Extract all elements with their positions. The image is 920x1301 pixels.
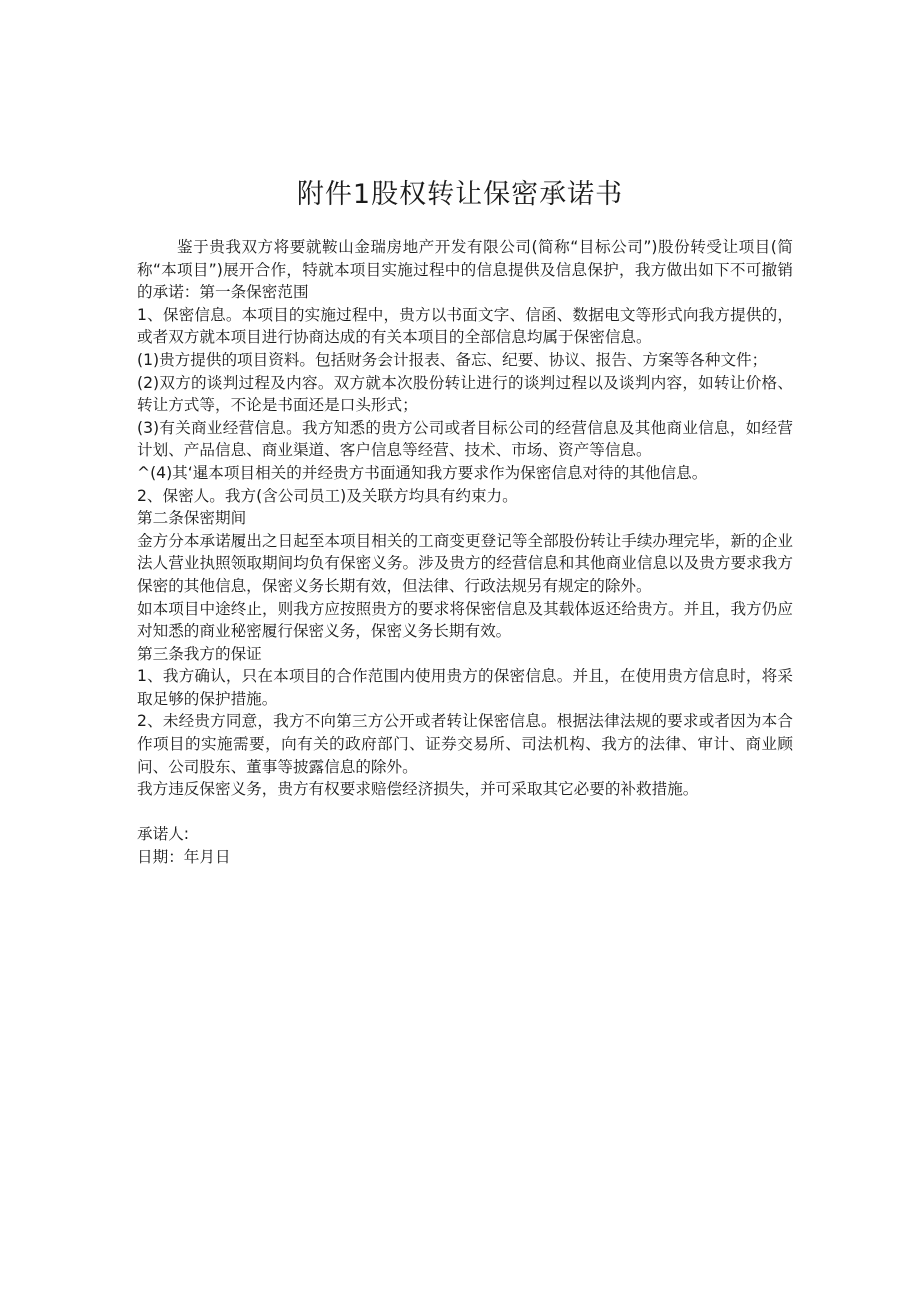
clause-guarantee-2: 2、未经贵方同意，我方不向第三方公开或者转让保密信息。根据法律法规的要求或者因为本合作项目的实施需要，向有关的政府部门、证券交易所、司法机构、我方的法律、审计、商业顾问、公司股东、董事等披露信息的除外。 — [137, 712, 793, 776]
clause-period-1: 金方分本承诺履出之日起至本项目相关的工商变更登记等全部股份转让手续办理完毕，新的企业法人营业执照领取期间均负有保密义务。涉及贵方的经营信息和其他商业信息以及贵方要求我方保密的其他信息，保密义务长期有效，但法律、行政法规另有规定的除外。 — [137, 531, 793, 595]
clause-item-1: (1)贵方提供的项目资料。包括财务会计报表、备忘、纪要、协议、报告、方案等各种文件； — [137, 350, 768, 369]
intro-paragraph: 鉴于贵我双方将要就鞍山金瑞房地产开发有限公司(简称“目标公司”)股份转受让项目(简称“本项目”)展开合作，特就本项目实施过程中的信息提供及信息保护，我方做出如下不可撤销的承诺：第一条保密范围 — [137, 238, 793, 302]
signer-label: 承诺人: — [137, 825, 190, 844]
clause-item-4: ^(4)其‘暹本项目相关的并经贵方书面通知我方要求作为保密信息对待的其他信息。 — [137, 463, 708, 482]
clause-guarantee-1: 1、我方确认，只在本项目的合作范围内使用贵方的保密信息。并且，在使用贵方信息时，将采取足够的保护措施。 — [137, 667, 793, 708]
clause-breach: 我方违反保密义务，贵方有权要求赔偿经济损失，并可采取其它必要的补救措施。 — [137, 780, 699, 799]
clause-item-2: (2)双方的谈判过程及内容。双方就本次股份转让进行的谈判过程以及谈判内容，如转让价格、转让方式等，不论是书面还是口头形式； — [137, 373, 793, 415]
section-heading-guarantee: 第三条我方的保证 — [137, 644, 262, 663]
document-body — [137, 236, 793, 869]
clause-confidential-info: 1、保密信息。本项目的实施过程中，贵方以书面文字、信函、数据电文等形式向我方提供的，或者双方就本项目进行协商达成的有关本项目的全部信息均属于保密信息。 — [137, 305, 793, 347]
spacer — [137, 801, 793, 824]
document-title: 附件1股权转让保密承诺书 — [296, 179, 624, 210]
clause-period-2: 如本项目中途终止，则我方应按照贵方的要求将保密信息及其载体返还给贵方。并且，我方仍应对知悉的商业秘密履行保密义务，保密义务长期有效。 — [137, 599, 793, 641]
section-heading-period: 第二条保密期间 — [137, 509, 247, 528]
clause-confidential-party: 2、保密人。我方(含公司员工)及关联方均具有约束力。 — [137, 486, 518, 505]
date-label: 日期：年月日 — [137, 848, 231, 867]
clause-item-3: (3)有关商业经营信息。我方知悉的贵方公司或者目标公司的经营信息及其他商业信息，如经营计划、产品信息、商业渠道、客户信息等经营、技术、市场、资产等信息。 — [137, 418, 793, 460]
